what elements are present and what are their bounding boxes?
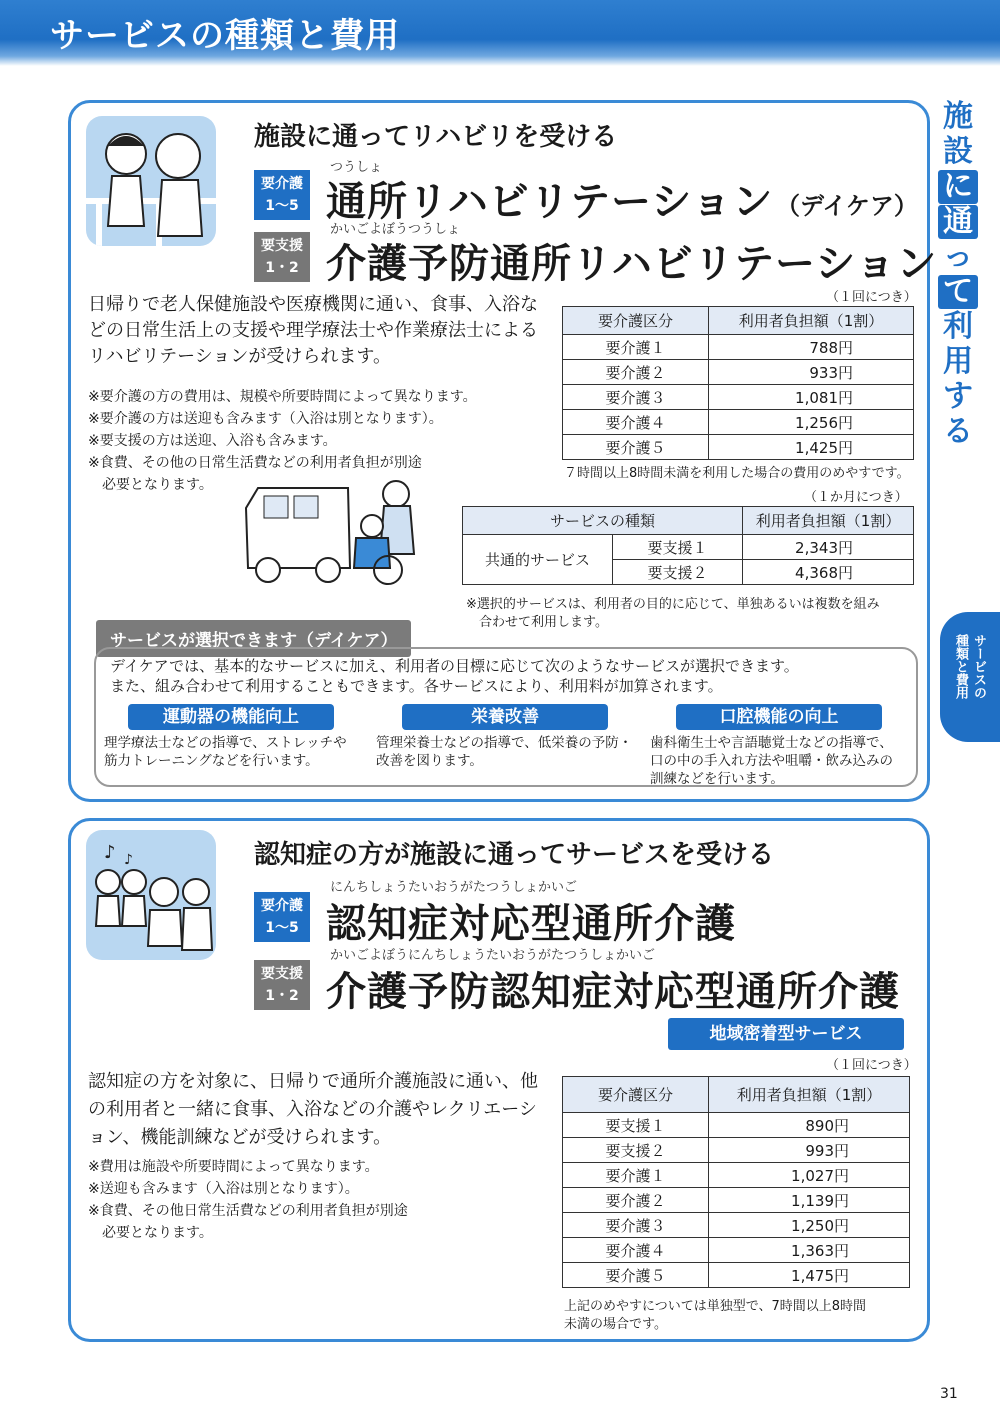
table-cell: 1,363円 [709, 1238, 910, 1263]
option-text-line: 歯科衛生士や言語聴覚士などの指導で、 [650, 735, 893, 751]
option-text-line: 改善を図ります。 [376, 753, 483, 769]
dementia-illustration [86, 830, 216, 960]
table-row [563, 1138, 910, 1163]
table1-unit: （１回につき） [826, 290, 917, 305]
rehab-subtitle: 施設に通ってリハビリを受ける [254, 122, 618, 152]
side-title-char: 通 [938, 205, 978, 239]
badge-line1: 要支援 [261, 966, 303, 982]
footnote-line: 未満の場合です。 [564, 1317, 667, 1332]
note-line: ※送迎も含みます（入浴は別となります）。 [88, 1181, 359, 1197]
table-row [563, 1263, 910, 1288]
table-cell: 要介護５ [563, 435, 709, 460]
dementia-fee-table [562, 1076, 910, 1288]
table-cell: 要支援２ [563, 1138, 709, 1163]
footnote-line: 合わせて利用します。 [466, 615, 608, 630]
side-title-char: す [943, 379, 973, 414]
table-unit: （１回につき） [826, 1058, 917, 1073]
option-text-line: 管理栄養士などの指導で、低栄養の予防・ [376, 735, 633, 751]
option-nutrition-text [376, 734, 632, 770]
note-line: ※食費、その他日常生活費などの利用者負担が別途 [88, 1203, 408, 1219]
table-row [563, 1163, 910, 1188]
table-header-cell: 要介護区分 [563, 307, 709, 335]
note-line: 必要となります。 [88, 1225, 213, 1241]
table-cell: 4,368円 [743, 560, 914, 585]
table-header-cell: 利用者負担額（1割） [709, 1077, 910, 1113]
table-cell: 要介護５ [563, 1263, 709, 1288]
table-cell: 要介護３ [563, 1213, 709, 1238]
daycare-intro-line: また、組み合わせて利用することもできます。各サービスにより、利用料が加算されます。 [110, 677, 723, 695]
badge-line2: 1・2 [265, 988, 299, 1004]
table-cell: 1,250円 [709, 1213, 910, 1238]
badge-line2: 1〜5 [265, 920, 299, 936]
table-cell: 1,256円 [709, 410, 914, 435]
rehab-description: 日帰りで老人保健施設や医療機関に通い、食事、入浴などの日常生活上の支援や理学療法士や作業療法士によるリハビリテーションが受けられます。 [88, 294, 538, 367]
badge-line1: 要介護 [261, 898, 303, 914]
dementia-notes [88, 1156, 528, 1244]
daycare-options-label: サービスが選択できます（デイケア） [96, 620, 411, 657]
table-cell: 2,343円 [743, 535, 914, 560]
table-row [563, 410, 914, 435]
table-cell: 要介護１ [563, 1163, 709, 1188]
option-oral-title: 口腔機能の向上 [676, 704, 882, 730]
note-line: ※費用は施設や所要時間によって異なります。 [88, 1159, 379, 1175]
badge-line2: 1・2 [265, 260, 299, 276]
dementia-subtitle: 認知症の方が施設に通ってサービスを受ける [254, 840, 775, 870]
title-daycare-paren: （デイケア） [776, 192, 918, 220]
table-header-cell: 利用者負担額（1割） [709, 307, 914, 335]
option-exercise-title: 運動器の機能向上 [128, 704, 334, 730]
page-title: サービスの種類と費用 [50, 16, 400, 56]
table-row [463, 535, 914, 560]
table-cell: 要支援２ [613, 560, 743, 585]
daycare-intro-line: デイケアでは、基本的なサービスに加え、利用者の目標に応じて次のようなサービスが選択できます。 [110, 657, 799, 675]
daycare-intro [110, 656, 799, 696]
side-tab-line1: サービスの [971, 634, 986, 699]
option-text-line: 筋力トレーニングなどを行います。 [104, 753, 319, 769]
note-line: ※要支援の方は送迎、入浴も含みます。 [88, 433, 337, 449]
dementia-table-footnote [564, 1298, 866, 1334]
table-cell: 要介護４ [563, 410, 709, 435]
support-fee-table [462, 506, 914, 585]
side-title-char: 施 [943, 99, 973, 134]
page-header [0, 0, 1000, 66]
table-row [563, 1238, 910, 1263]
badge-care-1-5 [254, 170, 310, 220]
title1-ruby: つうしょ [330, 160, 383, 175]
badge-care-1-5 [254, 892, 310, 942]
table-cell: 1,027円 [709, 1163, 910, 1188]
footnote-line: 上記のめやすについては単独型で、7時間以上8時間 [564, 1299, 867, 1314]
table-cell: 1,139円 [709, 1188, 910, 1213]
badge-support-1-2 [254, 232, 310, 282]
badge-support-1-2 [254, 960, 310, 1010]
table-cell: 要介護３ [563, 385, 709, 410]
option-oral-text [650, 734, 893, 788]
note-line: 必要となります。 [88, 477, 213, 493]
table-header-row [463, 507, 914, 535]
table-cell: 890円 [709, 1113, 910, 1138]
table-cell: 要介護２ [563, 1188, 709, 1213]
rehab-illustration [86, 116, 216, 246]
table-cell: 要介護１ [563, 335, 709, 360]
title-preventive-day-rehab: 介護予防通所リハビリテーション [326, 241, 938, 287]
table-header-cell: 要介護区分 [563, 1077, 709, 1113]
option-exercise-text [104, 734, 347, 770]
table-cell: 要介護２ [563, 360, 709, 385]
note-line: ※食費、その他の日常生活費などの利用者負担が別途 [88, 455, 422, 471]
table-row [563, 1113, 910, 1138]
title-day-rehab: 通所リハビリテーション [326, 179, 774, 225]
option-text-line: 訓練などを行います。 [650, 771, 784, 787]
title-dementia-day-care: 認知症対応型通所介護 [326, 901, 736, 947]
rehab-fee-table [562, 306, 914, 460]
badge-line1: 要支援 [261, 238, 303, 254]
badge-line2: 1〜5 [265, 198, 299, 214]
table-cell: 993円 [709, 1138, 910, 1163]
table-row [563, 1188, 910, 1213]
table-row [563, 360, 914, 385]
svg-text:♪: ♪ [124, 852, 133, 868]
table-row [563, 335, 914, 360]
footnote-line: ※選択的サービスは、利用者の目的に応じて、単独あるいは複数を組み [466, 597, 880, 612]
title1-ruby: にんちしょうたいおうがたつうしょかいご [330, 880, 578, 895]
table-row [563, 1213, 910, 1238]
side-title-char: 用 [943, 344, 973, 379]
table-row [563, 385, 914, 410]
table-cell: 1,081円 [709, 385, 914, 410]
community-service-label: 地域密着型サービス [668, 1018, 904, 1050]
option-text-line: 口の中の手入れ方法や咀嚼・飲み込みの [650, 753, 893, 769]
option-text-line: 理学療法士などの指導で、ストレッチや [104, 735, 347, 751]
table-cell: 788円 [709, 335, 914, 360]
dementia-description: 認知症の方を対象に、日帰りで通所介護施設に通い、他の利用者と一緒に食事、入浴などの介護やレクリエーション、機能訓練などが受けられます。 [88, 1071, 538, 1148]
table-cell: 要介護４ [563, 1238, 709, 1263]
table-header-row [563, 307, 914, 335]
table-cell: 933円 [709, 360, 914, 385]
table-header-cell: サービスの種類 [463, 507, 743, 535]
badge-line1: 要介護 [261, 176, 303, 192]
title2-ruby: かいごよぼうつうしょ [330, 222, 461, 237]
note-line: ※要介護の方の費用は、規模や所要時間によって異なります。 [88, 389, 477, 405]
side-title-char: 設 [943, 134, 973, 169]
page-number: 31 [940, 1386, 958, 1402]
option-nutrition-title: 栄養改善 [402, 704, 608, 730]
table2-footnote [466, 596, 880, 632]
title2-ruby: かいごよぼうにんちしょうたいおうがたつうしょかいご [330, 948, 656, 963]
side-vertical-title [938, 100, 984, 450]
side-title-char: る [943, 414, 973, 449]
table-cell-group: 共通的サービス [463, 535, 613, 585]
svg-text:♪: ♪ [104, 842, 116, 863]
table2-unit: （１か月につき） [804, 490, 908, 505]
table-cell: 1,425円 [709, 435, 914, 460]
table-cell: 1,475円 [709, 1263, 910, 1288]
title-preventive-dementia-day-care: 介護予防認知症対応型通所介護 [326, 969, 900, 1015]
side-title-char: 利 [943, 309, 973, 344]
side-tab-line2: 種類と費用 [953, 634, 968, 699]
van-illustration [238, 478, 438, 588]
side-title-char: に [938, 170, 978, 204]
side-index-tab[interactable] [940, 612, 1000, 742]
note-line: ※要介護の方は送迎も含みます（入浴は別となります）。 [88, 411, 443, 427]
table1-footnote: ７時間以上8時間未満を利用した場合の費用のめやすです。 [564, 466, 910, 481]
side-title-char: て [938, 275, 978, 309]
table-header-row [563, 1077, 910, 1113]
table-cell: 要支援１ [613, 535, 743, 560]
table-cell: 要支援１ [563, 1113, 709, 1138]
table-header-cell: 利用者負担額（1割） [743, 507, 914, 535]
table-row [563, 435, 914, 460]
side-title-char: っ [943, 239, 973, 274]
